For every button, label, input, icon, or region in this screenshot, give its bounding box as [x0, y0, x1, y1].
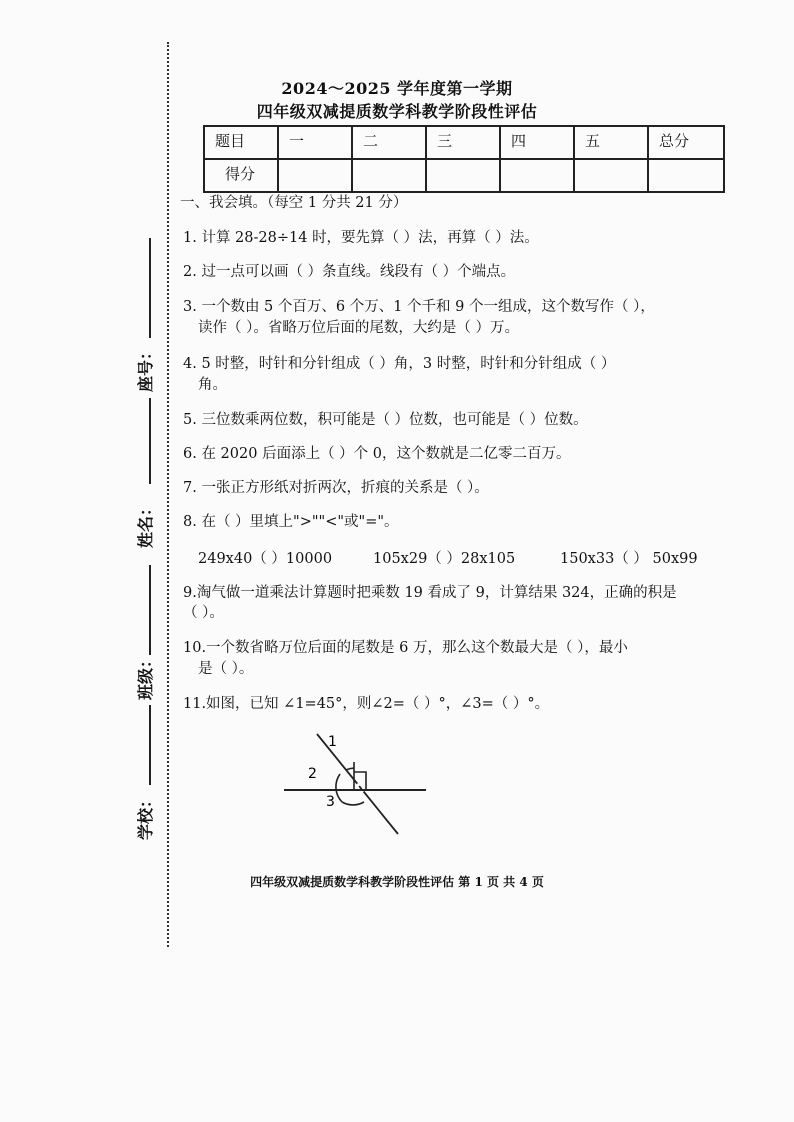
- score-blank[interactable]: [278, 159, 352, 192]
- score-table-score-row: [204, 159, 724, 192]
- name-label: 姓名：: [136, 499, 155, 548]
- question-8-item: 105x29（ ）28x105: [373, 551, 516, 567]
- question-8: 8. 在（ ）里填上">""<"或"="。: [183, 514, 399, 530]
- score-blank[interactable]: [574, 159, 648, 192]
- page-footer: 四年级双减提质数学科教学阶段性评估 第 1 页 共 4 页: [250, 875, 544, 889]
- exam-title-line1: 2024～2025 学年度第一学期: [281, 79, 513, 98]
- question-6: 6. 在 2020 后面添上（ ）个 0，这个数就是二亿零二百万。: [183, 446, 571, 462]
- angle-label-2: 2: [308, 766, 317, 782]
- question-10-line2: 是（ ）。: [198, 661, 254, 677]
- score-cell: 五: [574, 126, 648, 159]
- score-cell: 一: [278, 126, 352, 159]
- angle-label-3: 3: [326, 794, 335, 810]
- score-cell: 三: [426, 126, 500, 159]
- score-table: [203, 125, 725, 193]
- school-line: [149, 705, 151, 785]
- question-4-line1: 4. 5 时整，时针和分针组成（ ）角，3 时整，时针和分针组成（ ）: [183, 356, 616, 372]
- question-5: 5. 三位数乘两位数，积可能是（ ）位数，也可能是（ ）位数。: [183, 412, 588, 428]
- question-2: 2. 过一点可以画（ ）条直线。线段有（ ）个端点。: [183, 264, 516, 280]
- question-11: 11.如图，已知 ∠1=45°，则∠2=（ ）°，∠3=（ ）°。: [183, 696, 550, 712]
- score-blank[interactable]: [500, 159, 574, 192]
- question-8-item: 150x33（ ） 50x99: [560, 551, 698, 567]
- angle-label-1: 1: [328, 734, 337, 750]
- angle-arc: [346, 768, 354, 770]
- score-cell: 二: [352, 126, 426, 159]
- score-table-header-row: [204, 126, 724, 159]
- angle-arc: [336, 774, 342, 802]
- exam-title-line2: 四年级双减提质数学科教学阶段性评估: [256, 102, 538, 121]
- class-label: 班级：: [136, 651, 155, 700]
- name-line: [149, 398, 151, 484]
- angle-figure: [280, 722, 440, 842]
- score-cell: 总分: [648, 126, 724, 159]
- question-1: 1. 计算 28-28÷14 时，要先算（ ）法，再算（ ）法。: [183, 230, 539, 246]
- seat-line: [149, 238, 151, 338]
- class-line: [149, 565, 151, 655]
- section-heading: 一、我会填。（每空 1 分共 21 分）: [180, 195, 408, 211]
- binding-dotted-line: [167, 42, 169, 947]
- angle-arc: [342, 802, 364, 805]
- question-7: 7. 一张正方形纸对折两次，折痕的关系是（ ）。: [183, 480, 489, 496]
- score-cell: 四: [500, 126, 574, 159]
- score-cell: 题目: [204, 126, 278, 159]
- question-10-line1: 10.一个数省略万位后面的尾数是 6 万，那么这个数最大是（ ），最小: [183, 640, 628, 656]
- score-blank[interactable]: [352, 159, 426, 192]
- seat-label: 座号：: [136, 343, 155, 392]
- question-8-item: 249x40（ ）10000: [198, 551, 333, 567]
- score-blank[interactable]: [648, 159, 724, 192]
- score-cell: 得分: [204, 159, 278, 192]
- school-label: 学校：: [136, 791, 155, 840]
- question-9-line2: （ ）。: [183, 605, 224, 621]
- score-blank[interactable]: [426, 159, 500, 192]
- question-3-line2: 读作（ ）。省略万位后面的尾数，大约是（ ）万。: [198, 320, 519, 336]
- question-9-line1: 9.淘气做一道乘法计算题时把乘数 19 看成了 9，计算结果 324，正确的积是: [183, 585, 677, 601]
- question-3-line1: 3. 一个数由 5 个百万、6 个万、1 个千和 9 个一组成，这个数写作（ ），: [183, 299, 655, 315]
- question-4-line2: 角。: [198, 377, 227, 393]
